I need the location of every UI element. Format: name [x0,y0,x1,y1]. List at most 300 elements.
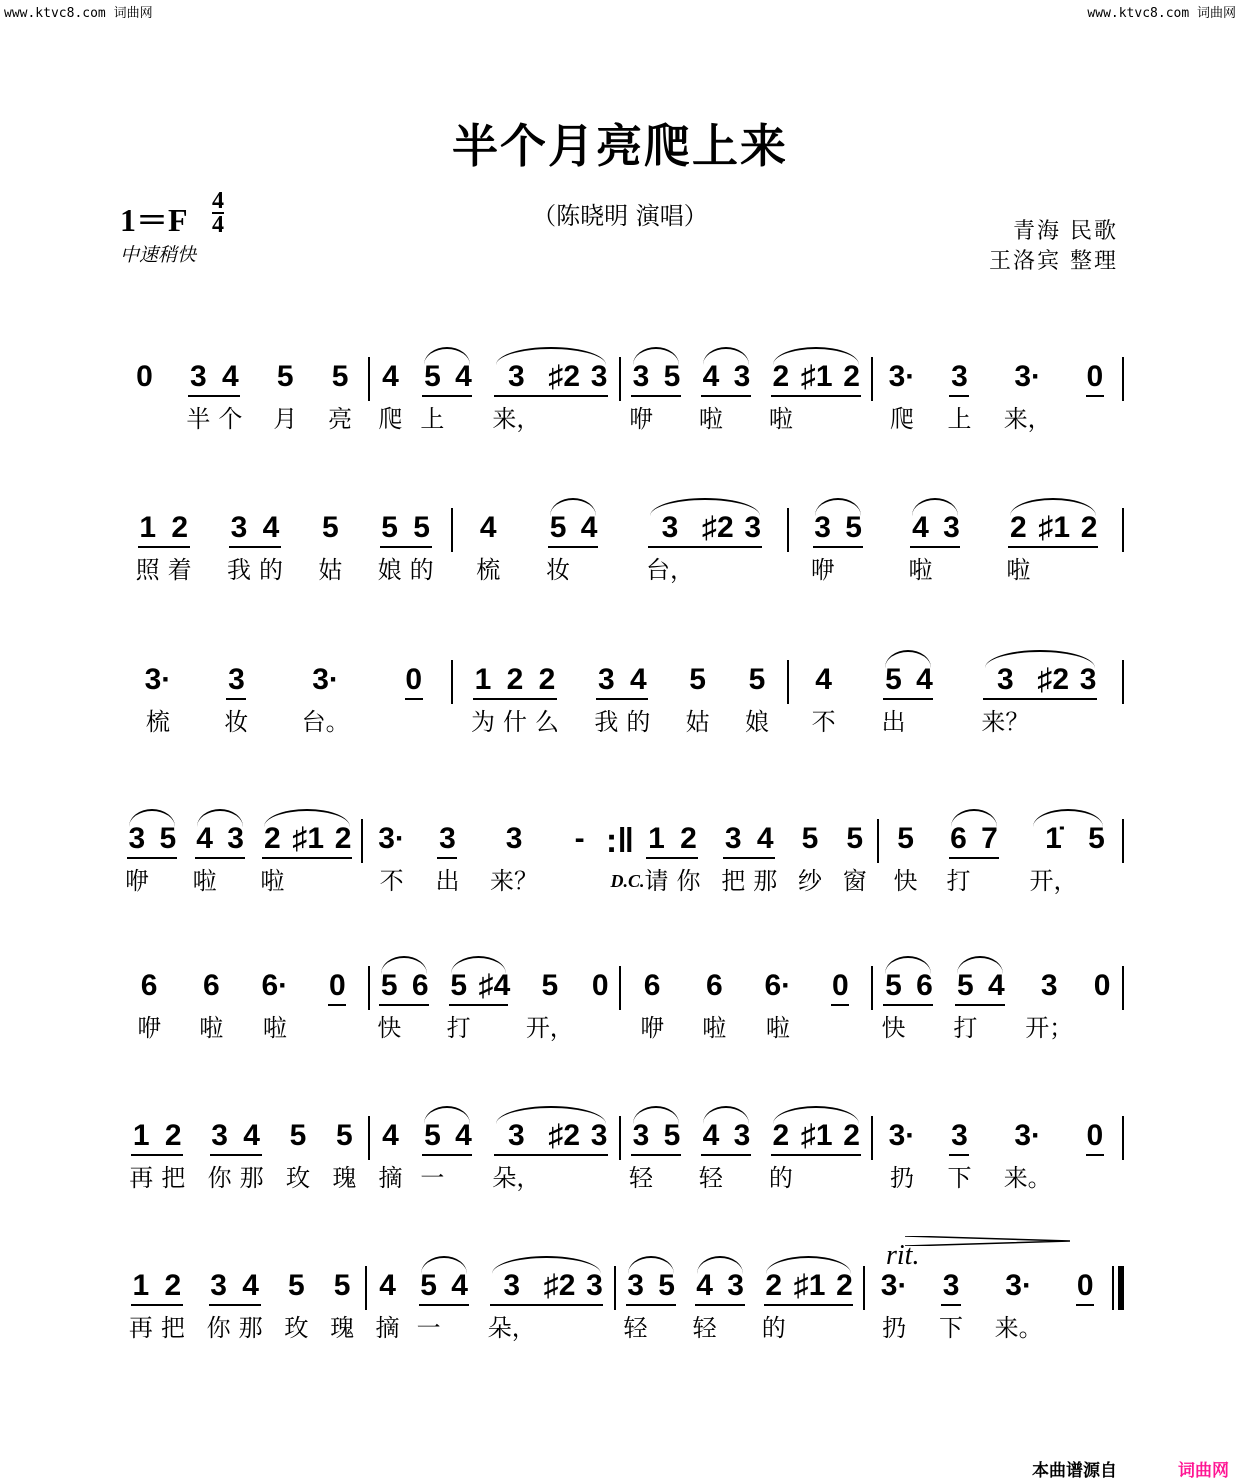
lyric-syllable: 快 [881,1014,906,1042]
note-group [721,817,777,901]
note-group [829,964,851,1048]
slurred-note-group [947,817,1001,901]
note [841,355,863,439]
note-group [798,817,822,901]
measure [879,817,1122,907]
note-value: 3· [888,360,916,393]
note [798,817,822,901]
measure [118,817,361,907]
note-value: 3 [661,511,679,544]
note-value: 5 [380,969,398,1002]
note [940,506,962,590]
lyric-syllable: 啦 [908,556,933,584]
footer-brand: 词曲网 [1178,1461,1229,1480]
note [378,506,402,590]
measure [363,817,606,907]
note [811,506,835,590]
note-group [686,658,710,742]
note-value: ♯4 [478,969,511,1002]
note-group [894,817,918,901]
note [218,355,242,439]
note-group [435,817,459,901]
lyric-syllable: 摘 [378,1164,403,1192]
lyric-syllable: 开， [525,1014,574,1042]
note [417,1264,441,1348]
note-value: 3 [505,822,523,855]
note-group [640,964,664,1048]
note-value: ♯1 [800,360,833,393]
note [947,817,971,901]
lyric-syllable [610,861,669,901]
note [594,658,618,742]
note-value: 3 [951,360,968,393]
lyric-syllable: 来？ [490,867,539,895]
note [137,964,161,1048]
lyric-syllable: 打 [446,1014,471,1042]
note [548,355,580,439]
lyric-syllable: 的 [761,1314,786,1342]
note [145,658,172,742]
note [548,1114,580,1198]
note-value: 2 [264,822,281,855]
note [1085,817,1107,901]
note-value: 4 [756,822,774,855]
slurred-note-group [1006,506,1100,590]
note-value: 5 [801,822,819,855]
lyric-syllable: 一 [420,1164,445,1192]
slurred-note-group [693,1264,747,1348]
note [995,1264,1043,1348]
lyric-syllable: 亮 [328,405,353,433]
note [881,1264,908,1348]
lyric-syllable: 下 [947,1164,972,1192]
note-group [476,506,500,590]
note-value: 0 [832,969,849,1002]
note [227,506,251,590]
measure [370,1114,620,1204]
note-value: 2 [843,1119,860,1152]
note [881,964,905,1048]
note-value: 5 [663,360,681,393]
note [168,506,192,590]
note [332,817,354,901]
slurred-note-group [769,1114,863,1198]
note-value: 1 [139,511,156,544]
lyric-syllable: 啦 [768,405,793,433]
slurred-note-group [377,964,431,1048]
time-denominator: 4 [212,212,224,238]
note-value: 3 [590,360,608,393]
note-value: ♯2 [543,1269,576,1302]
note [193,817,217,901]
note [129,1114,153,1198]
note-group [610,817,701,901]
note-value: 5 [885,663,902,696]
note-value: 6 [411,969,429,1002]
note [981,658,1029,742]
singer: （陈晓明 演唱） [532,202,708,230]
note-group [745,658,769,742]
note-group [284,1264,308,1348]
note-value: 3· [1005,1269,1032,1302]
lyric-syllable: 快 [893,867,918,895]
lyric-syllable: 月 [273,405,298,433]
barline [1122,966,1124,1010]
lyric-syllable: 再 [129,1164,154,1192]
note [881,658,905,742]
note-value: ♯2 [1037,663,1070,696]
note [410,506,434,590]
note-value: 6 [643,969,661,1002]
lyric-syllable: 上 [947,405,972,433]
note [588,1114,610,1198]
note-value: 3· [1014,360,1042,393]
note-value: 4 [379,1269,396,1302]
slurred-note-group [492,355,610,439]
note-value: 4 [455,360,472,393]
note [947,355,971,439]
note [569,817,591,901]
note [610,817,669,901]
note-value: 4 [451,1269,468,1302]
lyric-syllable: 朵， [487,1314,536,1342]
note [409,964,431,1048]
lyric-syllable: 来。 [994,1314,1043,1342]
lyric-syllable: 开， [1029,867,1078,895]
lyric-syllable: 玫 [284,1314,309,1342]
slurred-note-group [699,1114,753,1198]
note-value: 5 [381,511,398,544]
lyric-syllable: 不 [379,867,404,895]
lyric-syllable: 那 [238,1314,263,1342]
watermark-right: www.ktvc8.com 词曲网 [1087,6,1236,21]
note-group [378,355,402,439]
note [588,355,610,439]
note-value: 5 [689,663,706,696]
lyric-syllable: 轻 [628,1164,653,1192]
note [702,506,734,590]
lyric-syllable: 咿 [640,1014,665,1042]
note [302,658,350,742]
measure [118,964,368,1054]
note-value: 4 [912,511,929,544]
note-value: 3 [997,663,1014,696]
note-group [1025,964,1073,1048]
note [535,658,559,742]
note [769,355,793,439]
lyric-text: 请 [644,867,669,895]
note [449,1264,471,1348]
note-value: 4 [702,1119,720,1152]
note-group [403,658,425,742]
note [161,1264,185,1348]
note-group [1084,1114,1106,1198]
note-value: 5 [748,663,766,696]
note-value: 6· [764,969,792,1002]
note-value: ♯1 [292,822,325,855]
lyric-syllable: 啦 [765,1014,790,1042]
lyric-syllable: 你 [676,867,701,895]
note [812,658,836,742]
note-value: 2 [1080,511,1098,544]
note-group [207,1264,263,1348]
note [262,964,289,1048]
note [894,817,918,901]
measure [370,964,620,1054]
note-group [145,658,172,742]
note [985,964,1007,1048]
measure [621,964,871,1054]
lyric-syllable: 么 [534,708,559,736]
note [420,1114,444,1198]
measure [118,355,368,445]
lyric-syllable: 你 [206,1314,231,1342]
note-group [199,964,223,1048]
note [589,964,611,1048]
note-value: 0 [1086,360,1104,393]
note-value: 5 [663,1119,681,1152]
lyric-syllable: 下 [939,1314,964,1342]
lyric-syllable: 上 [420,405,445,433]
slurred-note-group [953,964,1007,1048]
slurred-note-group [981,658,1099,742]
note [913,964,935,1048]
note-value: 4 [629,663,647,696]
lyric-syllable: 照 [135,556,160,584]
lyric-syllable: 轻 [623,1314,648,1342]
note [133,355,155,439]
lyric-syllable: 妆 [546,556,571,584]
note-group [1074,1264,1096,1348]
note-value: 1 [474,663,492,696]
score-line [118,817,1124,907]
note-value: 3 [439,822,456,855]
note-value: 3· [888,1119,916,1152]
note [939,1264,963,1348]
lyric-syllable: 打 [953,1014,978,1042]
lyric-syllable: 瑰 [330,1314,355,1342]
lyric-syllable: 一 [416,1314,441,1342]
note-group [812,658,836,742]
measure [873,355,1123,445]
note-value: 5 [450,969,468,1002]
note-value: 3· [880,1269,908,1302]
note-value: 5 [276,360,294,393]
note-value: ♯1 [1038,511,1071,544]
note-group [330,1264,354,1348]
slurred-note-group [420,1114,474,1198]
lyric-syllable: 来？ [981,708,1030,736]
note-value: 3 [503,1269,521,1302]
lyric-syllable: 扔 [889,1164,914,1192]
note-value: 0 [1093,969,1111,1002]
measure [616,1264,863,1354]
note [125,817,149,901]
note [693,1264,717,1348]
note-group [1091,964,1113,1048]
note-value: 3· [378,822,405,855]
note-value: 2 [772,360,790,393]
note [913,658,935,742]
note [377,964,401,1048]
note [742,506,764,590]
note-group [273,355,297,439]
note [721,817,745,901]
note-value: 3 [727,1269,744,1302]
note-value: 3 [733,1119,751,1152]
note [841,1114,863,1198]
lyric-syllable: 爬 [889,405,914,433]
note-value: 5 [413,511,430,544]
note-value: 5 [424,360,441,393]
note-value: 3 [943,511,960,544]
note-group [1004,355,1052,439]
note-value: 3· [312,663,339,696]
note [769,1114,793,1198]
note [1091,964,1113,1048]
note-value: 3 [814,511,831,544]
barline [1122,660,1124,704]
note-group [137,964,161,1048]
lyric-syllable: 啦 [199,1014,224,1042]
note-value: 5 [424,1119,441,1152]
lyric-syllable: 我 [594,708,619,736]
note-value: 3 [210,1269,227,1302]
lyric-syllable: 的 [768,1164,793,1192]
lyric-syllable: 啦 [702,1014,727,1042]
measure [370,355,620,445]
note [1084,355,1106,439]
note-value: 2 [171,511,188,544]
note-value: ♯2 [548,1119,581,1152]
note [699,355,723,439]
measure [621,355,871,445]
note-value: 5 [846,822,864,855]
note-value: 3 [942,1269,960,1302]
note [1006,506,1030,590]
lyric-syllable: 开； [1025,1014,1074,1042]
lyric-syllable: 打 [946,867,971,895]
note-group [843,817,867,901]
note [731,1114,753,1198]
score-line [118,1114,1124,1204]
note-value: 3 [189,360,207,393]
note-group [889,355,916,439]
slurred-note-group [193,817,247,901]
note-value: - [574,822,585,855]
note [492,355,540,439]
lyric-syllable: 的 [626,708,651,736]
note [889,355,916,439]
note [794,1264,826,1348]
lyric-syllable: 咿 [810,556,835,584]
note-group [995,1264,1043,1348]
note-value: ♯1 [800,1119,833,1152]
note-value: 1̇ [1045,822,1062,855]
measure [118,1114,368,1204]
note-value: 5 [658,1269,675,1302]
score-line [118,355,1124,445]
note [646,506,694,590]
note [492,1114,540,1198]
repeat-end-barline: :‖ [605,822,635,860]
note-value: 3 [211,1119,228,1152]
note-value: 4 [242,1269,259,1302]
note-group [526,964,574,1048]
note-value: 3 [227,822,244,855]
note-value: 2 [334,822,352,855]
note [476,506,500,590]
note [435,817,459,901]
lyric-syllable: 的 [258,556,283,584]
note-value: 7 [981,822,998,855]
note-value: 5 [885,969,902,1002]
note-value: 3 [128,822,146,855]
note [1029,817,1077,901]
slurred-note-group [629,1114,683,1198]
song-title: 半个月亮爬上来 [452,119,788,173]
note-value: 2 [680,822,697,855]
note-value: 6· [261,969,289,1002]
score-line [118,658,1124,748]
note [624,1264,648,1348]
note-group [376,1264,400,1348]
note-group [129,1264,185,1348]
note-value: 5 [335,1119,353,1152]
note [330,1264,354,1348]
note [725,1264,747,1348]
note-group [262,964,289,1048]
note-value: 3· [1014,1119,1042,1152]
note [292,817,324,901]
note [503,658,527,742]
note [1004,355,1052,439]
note [546,506,570,590]
slurred-note-group [492,1114,610,1198]
lyric-syllable: 轻 [692,1314,717,1342]
final-barline [1112,1266,1124,1310]
note-value: 3 [733,360,751,393]
measure [118,506,451,596]
slurred-note-group [881,964,935,1048]
lyric-syllable: 来。 [1003,1164,1052,1192]
note [843,817,867,901]
decrescendo-mark [905,1236,1070,1246]
note-value: 6 [916,969,933,1002]
lyric-syllable: 轻 [698,1164,723,1192]
lyric-syllable: 那 [753,867,778,895]
note-group [378,817,405,901]
note [833,1264,855,1348]
lyric-syllable: 来， [492,405,541,433]
note-value: 6 [950,822,967,855]
note-value: 3 [724,822,742,855]
slurred-note-group [811,506,865,590]
note-group [889,1114,916,1198]
lyric-syllable: 什 [502,708,527,736]
lyric-syllable: 那 [239,1164,264,1192]
note [161,1114,185,1198]
lyric-syllable: 啦 [698,405,723,433]
note-group [1004,1114,1052,1198]
note-value: 0 [1076,1269,1094,1302]
note-value: 0 [329,969,346,1002]
lyric-syllable: 出 [881,708,906,736]
note [753,817,777,901]
lyric-syllable: 妆 [224,708,249,736]
lyric-syllable: 姑 [685,708,710,736]
lyric-syllable: 你 [207,1164,232,1192]
